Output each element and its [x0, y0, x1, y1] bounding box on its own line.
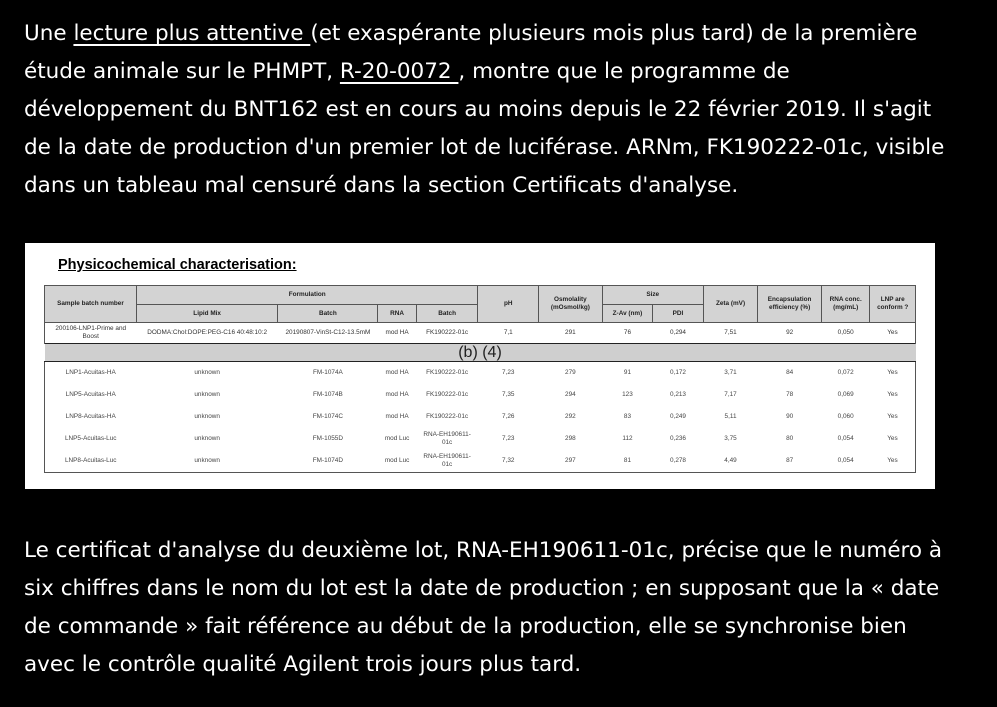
table-cell: FK190222-01c	[416, 323, 478, 344]
table-cell: 0,054	[837, 435, 854, 442]
table-cell: 294	[565, 391, 576, 398]
table-cell: 0,050	[821, 323, 869, 344]
table-cell: 0,054	[821, 450, 869, 473]
table-cell: FM-1074A	[312, 369, 343, 376]
table-cell: 4,49	[703, 450, 758, 473]
table-cell: 7,35	[502, 391, 515, 398]
table-cell: mod HA	[385, 369, 409, 376]
intro-text-1: Une	[24, 21, 74, 46]
table-cell: Yes	[870, 428, 916, 450]
table-cell: unknown	[136, 450, 277, 473]
r-20-0072-link[interactable]: R-20-0072	[339, 59, 459, 84]
table-cell: mod HA	[378, 323, 416, 344]
table-cell: 7,17	[724, 391, 737, 398]
table-cell: Yes	[870, 384, 916, 406]
table-cell: Yes	[870, 362, 916, 385]
table-cell: 0,213	[669, 391, 686, 398]
table-cell: 0,278	[653, 450, 704, 473]
intro-text-2: (et exaspérante plusieurs mois plus tard) de la première étude animale sur le PHMPT,	[24, 21, 918, 84]
header-osmolality: Osmolality (mOsmol/kg)	[539, 286, 603, 323]
table-cell: 92	[758, 323, 822, 344]
header-lnp-conform: LNP are conform ?	[870, 286, 916, 323]
table-cell: FK190222-01c	[426, 413, 469, 420]
table-cell: 7,23	[502, 369, 515, 376]
table-cell: FM-1055D	[312, 435, 343, 442]
table-cell: 0,294	[653, 323, 704, 344]
table-cell: mod Luc	[378, 450, 416, 473]
table-cell: Yes	[870, 406, 916, 428]
table-cell: mod HA	[385, 413, 409, 420]
header-sample: Sample batch number	[45, 286, 137, 323]
table-cell: 7,1	[478, 323, 539, 344]
table-cell: 5,11	[724, 413, 737, 420]
header-pdi: PDI	[653, 305, 704, 323]
table-cell: 87	[758, 450, 822, 473]
header-lipid-mix: Lipid Mix	[136, 305, 277, 323]
table-cell: 80	[786, 435, 794, 442]
table-cell: LNP1-Acuitas-HA	[45, 362, 137, 385]
table-cell: Yes	[870, 323, 916, 344]
figure-title: Physicochemical characterisation:	[58, 257, 297, 273]
table-row	[45, 428, 916, 450]
table-row	[45, 450, 916, 473]
table-cell: 200106-LNP1-Prime and Boost	[45, 323, 137, 344]
header-formulation: Formulation	[136, 286, 478, 305]
table-row	[45, 406, 916, 428]
table-cell: FM-1074D	[278, 450, 378, 473]
header-rna-conc: RNA conc. (mg/mL)	[821, 286, 869, 323]
table-cell: 279	[565, 369, 576, 376]
table-cell: 0,236	[669, 435, 686, 442]
table-row	[45, 384, 916, 406]
table-cell: unknown	[194, 435, 220, 442]
table-cell: 0,072	[837, 369, 854, 376]
table-cell: 0,172	[669, 369, 686, 376]
table-cell: 7,51	[703, 323, 758, 344]
table-cell: FM-1074C	[312, 413, 343, 420]
table-cell: mod HA	[385, 391, 409, 398]
table-cell: LNP8-Acuitas-HA	[45, 406, 137, 428]
physicochemical-table-image	[25, 243, 935, 489]
intro-text-3: , montre que le programme de développement du BNT162 est en cours au moins depuis le 22 février 2019. Il s'agit de la date de production d'un premier lot de luciférase. ARNm, FK190222-01c, visible dans un tableau mal censuré dans la section Certificats d'analyse.	[24, 59, 945, 198]
header-rna-batch: Batch	[416, 305, 478, 323]
table-cell: RNA-EH190611-01c	[416, 450, 478, 473]
table-cell: 78	[786, 391, 794, 398]
table-cell: 81	[602, 450, 653, 473]
table-cell: LNP8-Acuitas-Luc	[45, 450, 137, 473]
table-cell: Yes	[870, 450, 916, 473]
table-cell: mod Luc	[384, 435, 410, 442]
table-cell: 123	[622, 391, 633, 398]
table-cell: 297	[539, 450, 603, 473]
table-cell: 7,23	[502, 435, 515, 442]
table-cell: FK190222-01c	[426, 369, 469, 376]
table-cell: FM-1074B	[312, 391, 343, 398]
table-cell: unknown	[194, 369, 220, 376]
table-cell: RNA-EH190611-01c	[423, 431, 471, 446]
table-cell: DODMA:Chol:DOPE:PEG-C16 40:48:10:2	[136, 323, 277, 344]
table-cell: unknown	[194, 413, 220, 420]
header-encapsulation: Encapsulation efficiency (%)	[758, 286, 822, 323]
outro-paragraph: Le certificat d'analyse du deuxième lot, RNA-EH190611-01c, précise que le numéro à six chiffres dans le nom du lot est la date de production ; en supposant que la « date de commande » fait référence au début de la production, elle se synchronise bien avec le contrôle qualité Agilent trois jours plus tard.	[24, 538, 943, 677]
table-cell: 84	[786, 369, 794, 376]
redaction-bar	[45, 344, 916, 362]
table-cell: LNP5-Acuitas-Luc	[45, 428, 137, 450]
table-cell: 20190807-VinSt-C12-13.5mM	[278, 323, 378, 344]
header-rna: RNA	[378, 305, 416, 323]
redaction-label: (b) (4)	[45, 344, 916, 362]
table-row-boost	[45, 323, 916, 344]
table-cell: 7,26	[502, 413, 515, 420]
table-row	[45, 362, 916, 385]
table-cell: 83	[623, 413, 632, 420]
header-size: Size	[602, 286, 703, 305]
table-cell: 90	[786, 413, 794, 420]
header-zav: Z-Av (nm)	[602, 305, 653, 323]
physicochemical-table	[44, 285, 916, 473]
table-cell: 3,71	[724, 369, 737, 376]
table-cell: 91	[623, 369, 632, 376]
table-cell: 3,75	[724, 435, 737, 442]
table-cell: unknown	[194, 391, 220, 398]
table-cell: FK190222-01c	[426, 391, 469, 398]
intro-paragraph	[24, 15, 964, 205]
table-cell: 0,060	[837, 413, 854, 420]
header-zeta: Zeta (mV)	[703, 286, 758, 323]
table-cell: LNP5-Acuitas-HA	[45, 384, 137, 406]
table-cell: 112	[622, 435, 633, 442]
table-cell: 7,32	[478, 450, 539, 473]
header-batch: Batch	[278, 305, 378, 323]
table-cell: 298	[565, 435, 576, 442]
table-cell: 0,069	[837, 391, 854, 398]
header-ph: pH	[478, 286, 539, 323]
table-cell: 292	[565, 413, 576, 420]
table-cell: 76	[602, 323, 653, 344]
table-cell: 0,249	[669, 413, 686, 420]
table-cell: 291	[539, 323, 603, 344]
careful-reading-link[interactable]: lecture plus attentive	[73, 21, 311, 46]
